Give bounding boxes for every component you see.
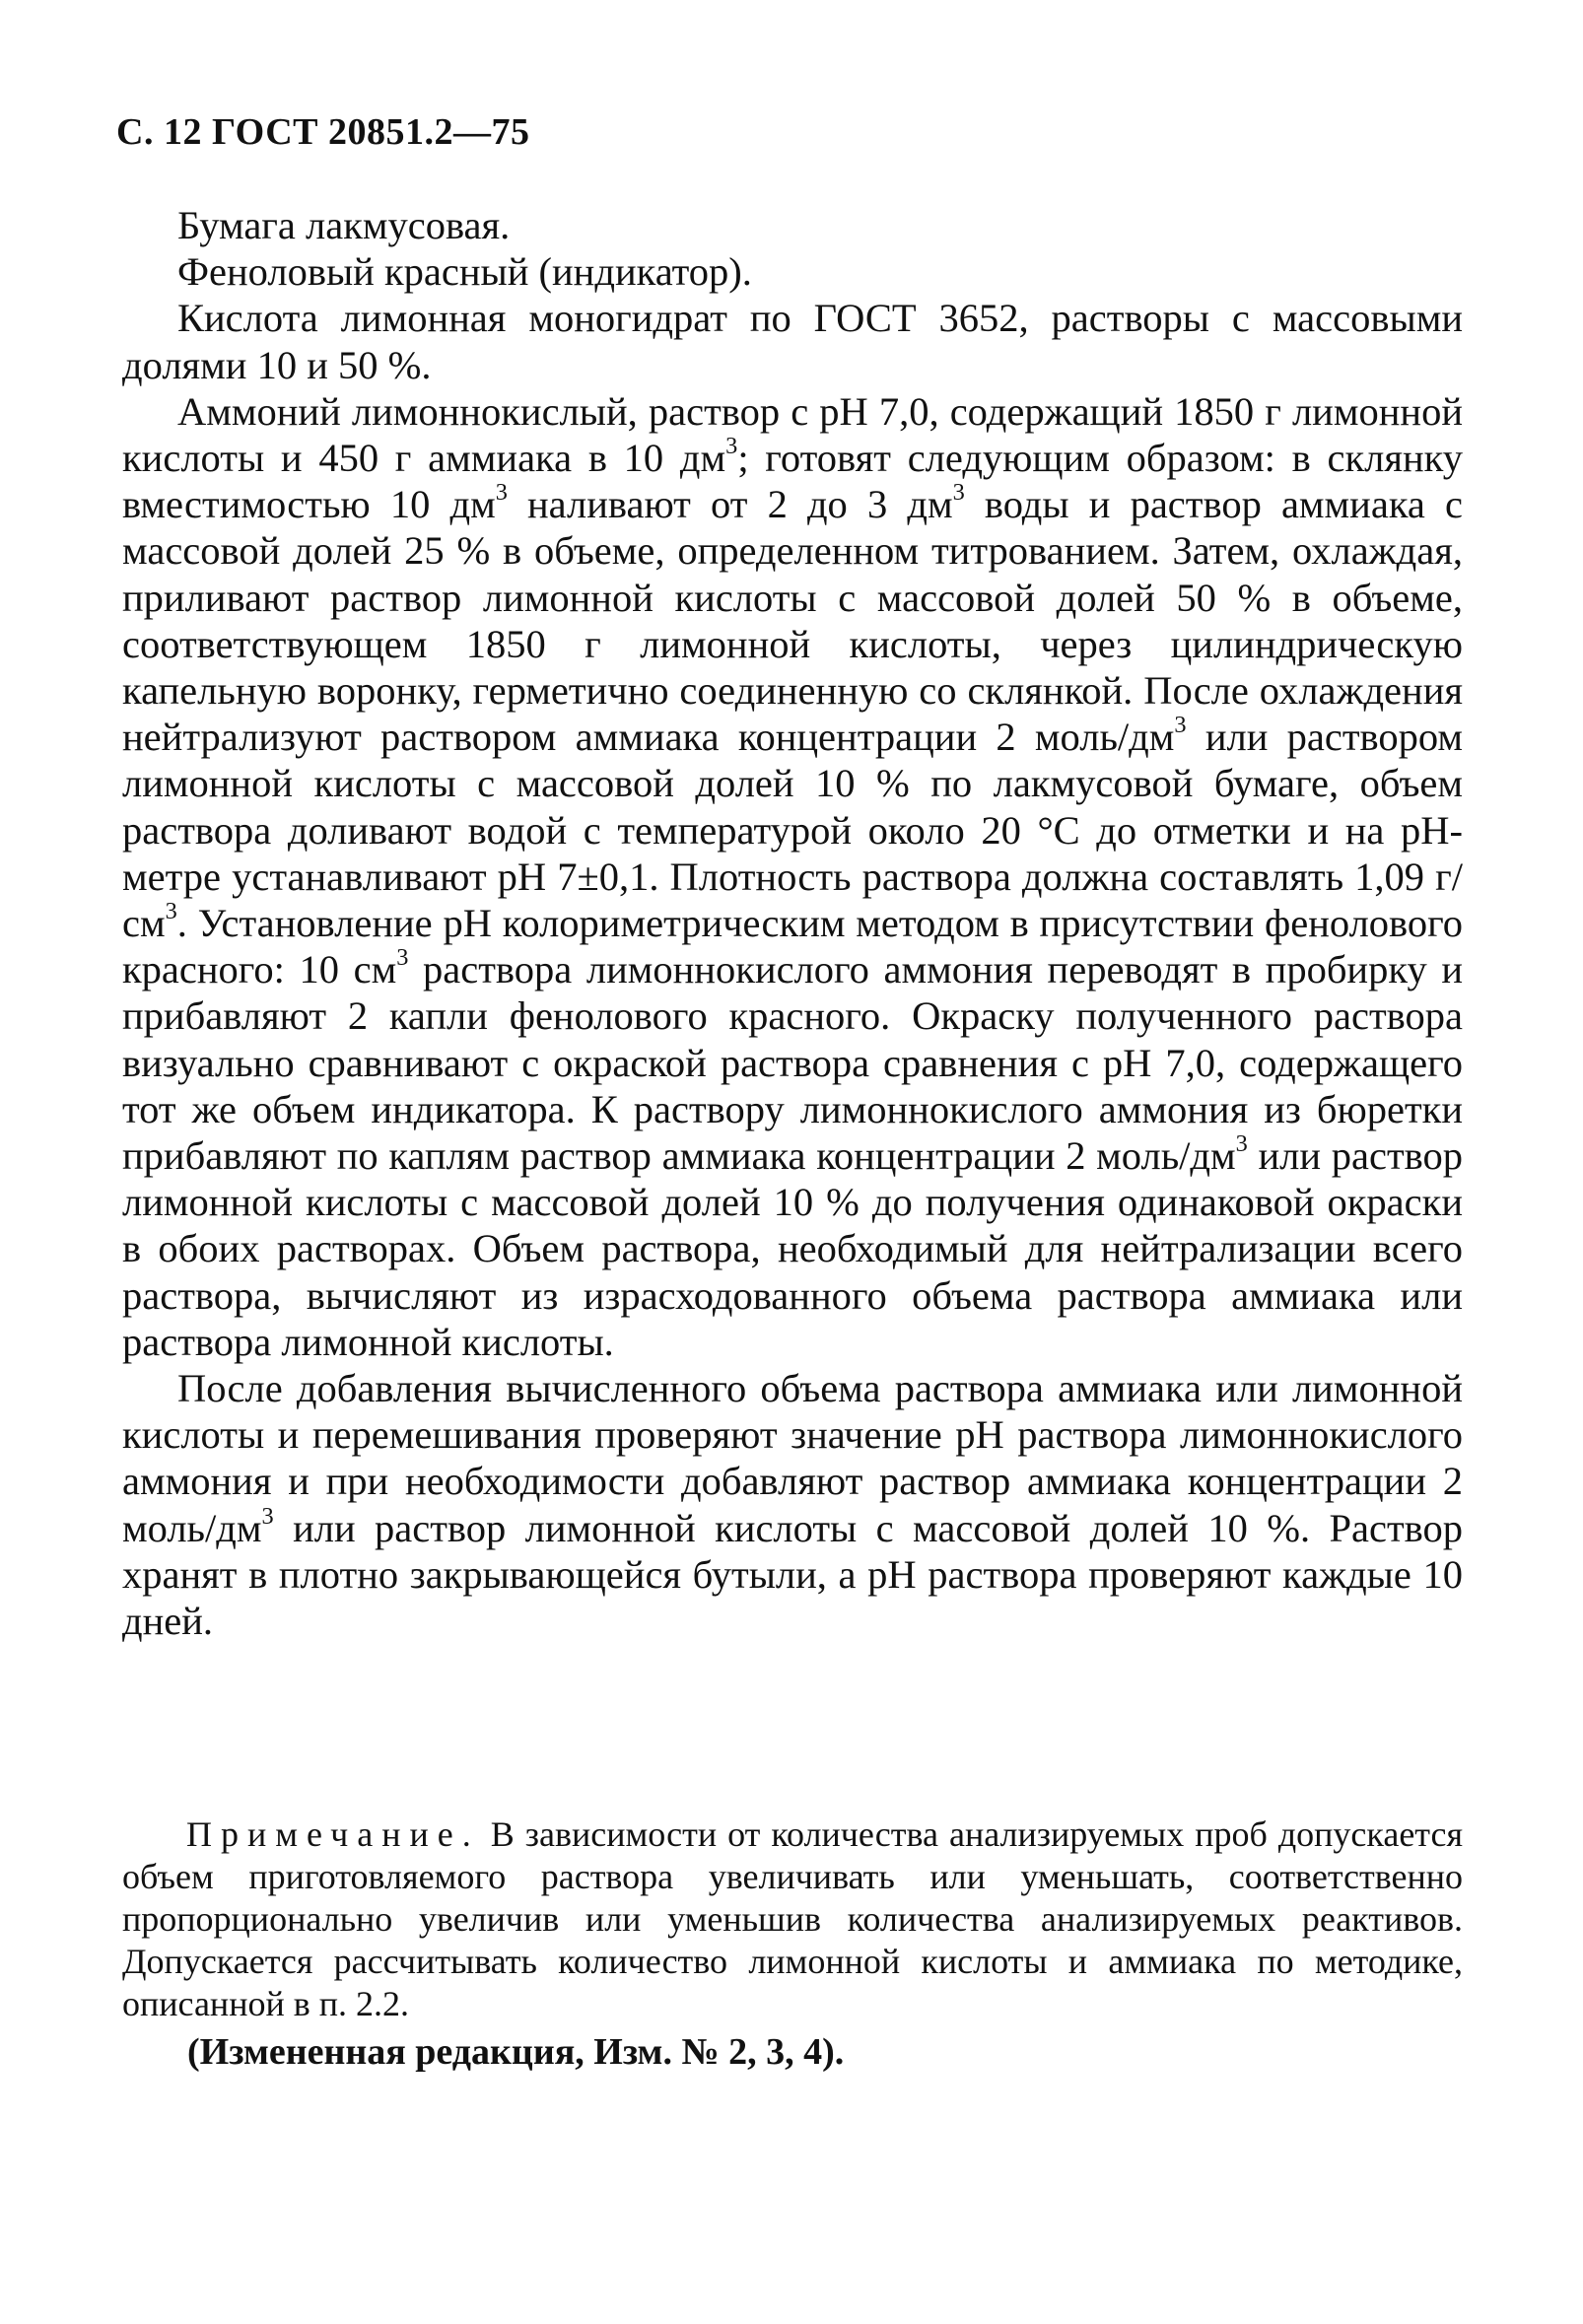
text-segment: После добавления вычисленного объема раствора аммиака или лимонной кислоты и перемешивания проверяют значение рН раствора лимоннокислого аммония и при необходимости добавляют раствор аммиака концентрации 2 моль/дм xyxy=(122,1366,1463,1550)
note-paragraph xyxy=(122,1813,1463,2025)
superscript: 3 xyxy=(725,432,738,459)
paragraph-citric-acid: Кислота лимонная моногидрат по ГОСТ 3652, растворы с массовыми долями 10 и 50 %. xyxy=(122,296,1463,387)
paragraph-ammonium-citrate xyxy=(122,388,1463,1365)
amendment-reference: (Измененная редакция, Изм. № 2, 3, 4). xyxy=(187,2031,845,2073)
paragraph-phenol-red: Феноловый красный (индикатор). xyxy=(177,249,752,295)
body-text xyxy=(122,202,1463,1644)
text-segment: или раствором лимонной кислоты с массовой долей 10 % по лакмусовой бумаге, объем раствора доливают водой с температурой около 20 °С до отметки и на рН-метре устанавливают рН 7±0,1. Плотность раствора должна составлять 1,09 г/см xyxy=(122,715,1463,946)
superscript: 3 xyxy=(396,944,409,972)
superscript: 3 xyxy=(1174,712,1187,739)
text-segment: раствора лимоннокислого аммония переводят в пробирку и прибавляют 2 капли фенолового красного. Окраску полученного раствора визуально сравнивают с окраской раствора сравнения с рН 7,0, содержащего тот же объем индикатора. К раствору лимоннокислого аммония из бюретки прибавляют по каплям раствор аммиака концентрации 2 моль/дм xyxy=(122,947,1463,1179)
paragraph-after-neutralization xyxy=(122,1365,1463,1644)
superscript: 3 xyxy=(952,479,965,506)
text-segment: Аммоний лимоннокислый, раствор с рН 7,0, содержащий 1850 г лимонной кислоты и 450 г аммиака в 10 дм xyxy=(122,388,1463,481)
text-segment: воды и раствор аммиака с массовой долей 25 % в объеме, определенном титрованием. Затем, охлаждая, приливают раствор лимонной кислоты с массовой долей 50 % в объеме, соответствующем 1850 г лимонной кислоты, через цилиндрическую капельную воронку, герметично соединенную со склянкой. После охлаждения нейтрализуют раствором аммиака концентрации 2 моль/дм xyxy=(122,482,1463,760)
note-label: Примечание. xyxy=(186,1814,480,1854)
text-segment: наливают от 2 до 3 дм xyxy=(507,482,953,527)
superscript: 3 xyxy=(495,479,508,506)
text-segment: ; готовят следующим образом: в склянку вместимостью 10 дм xyxy=(122,436,1463,527)
text-segment: . Установление рН колориметрическим методом в присутствии фенолового красного: 10 см xyxy=(122,901,1463,992)
paragraph-litmus-paper: Бумага лакмусовая. xyxy=(177,203,511,247)
superscript: 3 xyxy=(165,897,177,924)
page-header: С. 12 ГОСТ 20851.2—75 xyxy=(116,111,530,153)
note xyxy=(122,1813,1463,2025)
text-segment: или раствор лимонной кислоты с массовой долей 10 %. Раствор хранят в плотно закрывающейся бутыли, а рН раствора проверяют каждые 10 дней. xyxy=(122,1505,1463,1644)
superscript: 3 xyxy=(261,1502,274,1530)
text-segment: или раствор лимонной кислоты с массовой долей 10 % до получения одинаковой окраски в обоих растворах. Объем раствора, необходимый для нейтрализации всего раствора, вычисляют из израсходованного объема раствора аммиака или раствора лимонной кислоты. xyxy=(122,1133,1463,1364)
superscript: 3 xyxy=(1235,1129,1248,1157)
note-text: В зависимости от количества анализируемых проб допускается объем приготовляемого раствора увеличивать или уменьшать, соответственно пропорционально увеличив или уменьшив количества анализируемых реактивов. Допускается рассчитывать количество лимонной кислоты и аммиака по методике, описанной в п. 2.2. xyxy=(122,1814,1463,2023)
